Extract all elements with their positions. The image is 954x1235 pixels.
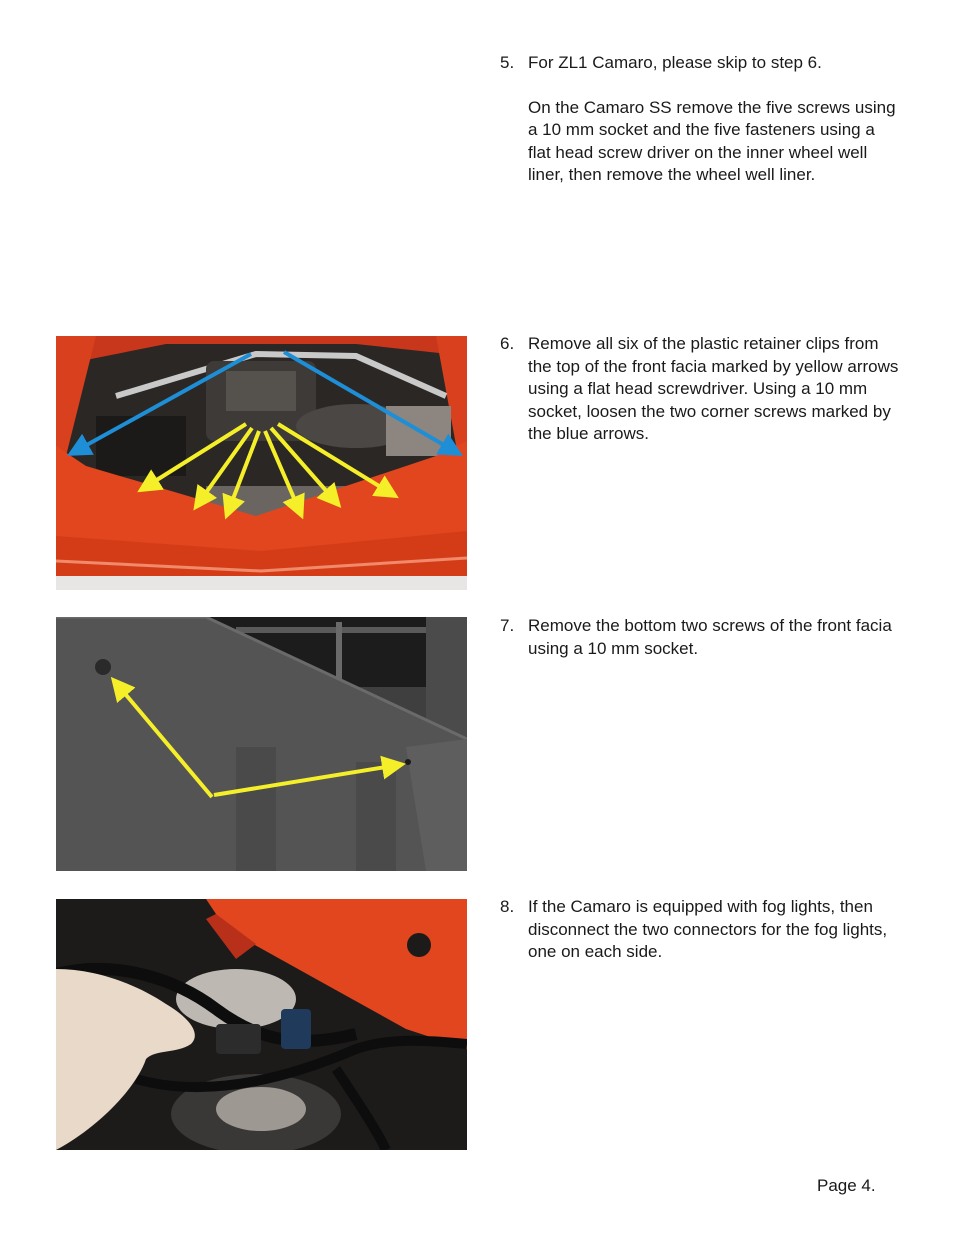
step-6-paragraph-1: Remove all six of the plastic retainer clips from the top of the front facia marked by yellow arrows using a flat head screwdriver. Using a 10 mm socket, loosen the two corner screws marked by the blue arrows. [528, 334, 899, 443]
step-number: 6. [500, 334, 515, 353]
page-number: Page 4. [817, 1176, 876, 1195]
step-number: 5. [500, 53, 515, 72]
step-7-paragraph-1: Remove the bottom two screws of the front facia using a 10 mm socket. [528, 616, 892, 658]
step-5-paragraph-2: On the Camaro SS remove the five screws using a 10 mm socket and the five fasteners using a flat head screw driver on the inner wheel well liner, then remove the wheel well liner. [528, 97, 896, 184]
fog-light-photo [56, 899, 467, 1150]
step-5-paragraph-1: For ZL1 Camaro, please skip to step 6. [528, 53, 822, 72]
step-number: 8. [500, 897, 515, 916]
step-7 [500, 615, 900, 660]
step-6 [500, 333, 900, 446]
step-number: 7. [500, 616, 515, 635]
step-8-paragraph-1: If the Camaro is equipped with fog lights, then disconnect the two connectors for the fog lights, one on each side. [528, 897, 888, 961]
engine-bay-photo [56, 336, 467, 590]
underside-photo [56, 617, 467, 871]
step-5 [500, 52, 900, 187]
step-8 [500, 896, 900, 964]
